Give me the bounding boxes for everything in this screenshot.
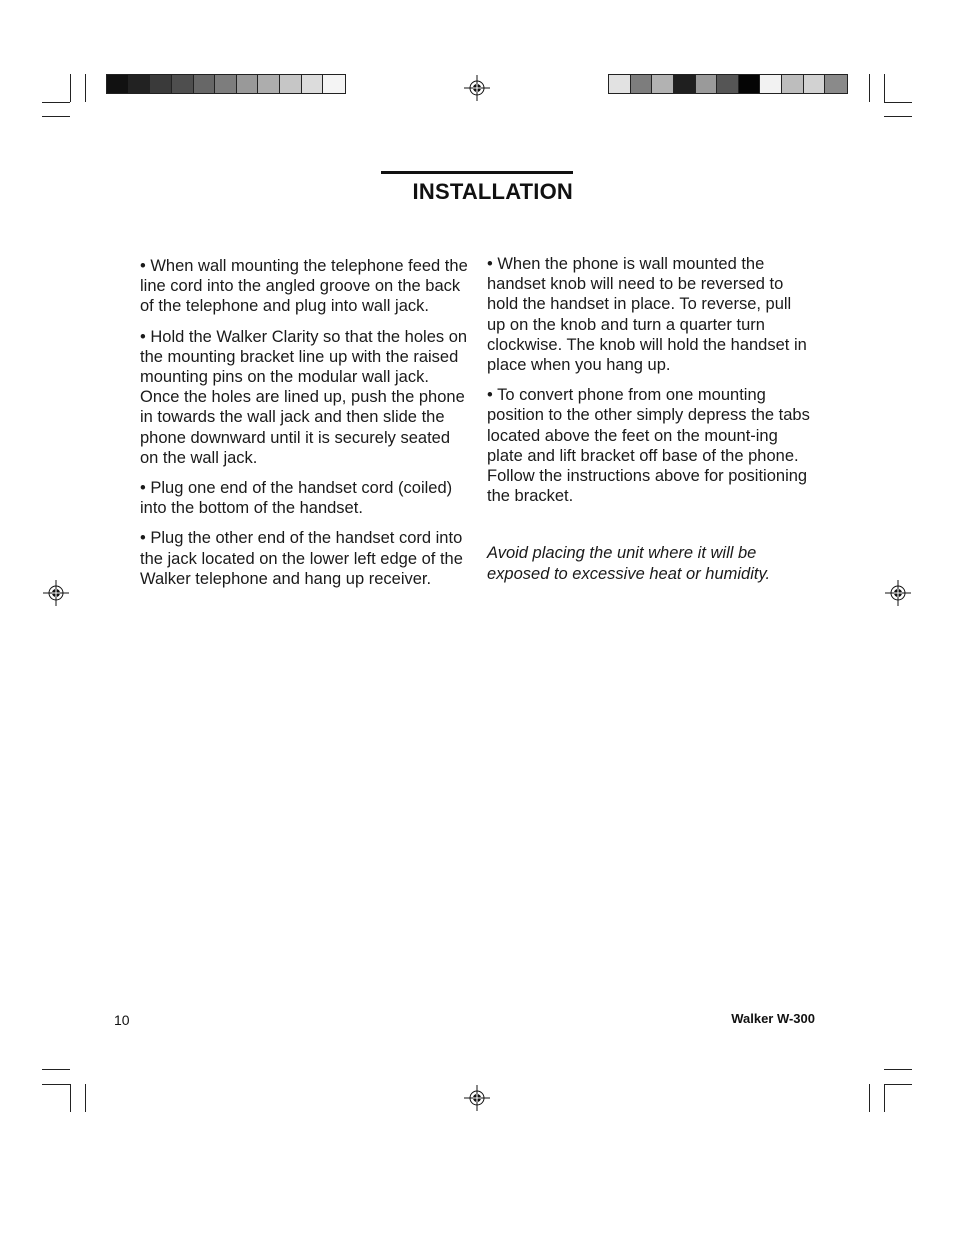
right-column — [487, 254, 812, 594]
color-swatch — [825, 75, 847, 93]
color-swatch — [674, 75, 696, 93]
color-swatch — [652, 75, 674, 93]
color-bar-right — [608, 74, 848, 94]
crop-mark-bottom-left-h2 — [42, 1084, 70, 1085]
crop-mark-top-left-h2 — [42, 116, 70, 117]
color-swatch — [194, 75, 216, 93]
left-column — [140, 256, 468, 599]
color-swatch — [696, 75, 718, 93]
color-swatch — [237, 75, 259, 93]
color-swatch — [631, 75, 653, 93]
instruction-paragraph: • To convert phone from one mounting position to the other simply depress the tabs located above the feet on the mount-ing plate and lift bracket off base of the phone. Follow the instructions above for positioning the bracket. — [487, 386, 810, 506]
registration-mark-icon — [43, 580, 69, 606]
instruction-paragraph: • Hold the Walker Clarity so that the holes on the mounting bracket line up with the raised mounting pins on the modular wall jack. Once the holes are lined up, push the phone in towards the wall jack and then slide the phone downward until it is securely seated on the wall jack. — [140, 327, 468, 467]
crop-mark-top-right-v2 — [884, 74, 885, 102]
registration-mark-icon — [885, 580, 911, 606]
instruction-paragraph: • Plug the other end of the handset cord into the jack located on the lower left edge of the Walker telephone and hang up receiver. — [140, 529, 463, 588]
color-swatch — [323, 75, 345, 93]
color-swatch — [280, 75, 302, 93]
color-swatch — [609, 75, 631, 93]
crop-mark-top-right-h2 — [884, 116, 912, 117]
color-bar-left — [106, 74, 346, 94]
title-rule — [381, 171, 573, 174]
crop-mark-bottom-left-v2 — [85, 1084, 86, 1112]
color-swatch — [760, 75, 782, 93]
color-swatch — [717, 75, 739, 93]
color-swatch — [302, 75, 324, 93]
crop-mark-top-left-h — [42, 102, 70, 103]
instruction-paragraph: • When wall mounting the telephone feed the line cord into the angled groove on the back of the telephone and plug into wall jack. — [140, 257, 468, 316]
color-swatch — [739, 75, 761, 93]
instruction-paragraph: • When the phone is wall mounted the handset knob will need to be reversed to hold the handset in place. To reverse, pull up on the knob and turn a quarter turn clockwise. The knob will hold the handset in place when you hang up. — [487, 255, 807, 375]
registration-mark-icon — [464, 75, 490, 101]
crop-mark-top-right-h — [884, 102, 912, 103]
crop-mark-bottom-right-h — [884, 1069, 912, 1070]
color-swatch — [172, 75, 194, 93]
color-swatch — [107, 75, 129, 93]
registration-mark-icon — [464, 1085, 490, 1111]
color-swatch — [129, 75, 151, 93]
color-swatch — [258, 75, 280, 93]
color-swatch — [782, 75, 804, 93]
crop-mark-bottom-right-h2 — [884, 1084, 912, 1085]
instruction-paragraph: • Plug one end of the handset cord (coiled) into the bottom of the handset. — [140, 479, 453, 518]
page-number: 10 — [114, 1012, 130, 1028]
color-swatch — [804, 75, 826, 93]
crop-mark-bottom-left-h — [42, 1069, 70, 1070]
color-swatch — [215, 75, 237, 93]
crop-mark-bottom-right-v2 — [884, 1084, 885, 1112]
page-title: INSTALLATION — [412, 179, 573, 204]
crop-mark-top-left-v — [70, 74, 71, 102]
crop-mark-top-left-v2 — [85, 74, 86, 102]
crop-mark-bottom-left-v — [70, 1084, 71, 1112]
crop-mark-bottom-right-v — [869, 1084, 870, 1112]
color-swatch — [150, 75, 172, 93]
footer-model-name: Walker W-300 — [731, 1011, 815, 1026]
caution-note: Avoid placing the unit where it will be exposed to excessive heat or humidity. — [487, 544, 771, 583]
crop-mark-top-right-v — [869, 74, 870, 102]
